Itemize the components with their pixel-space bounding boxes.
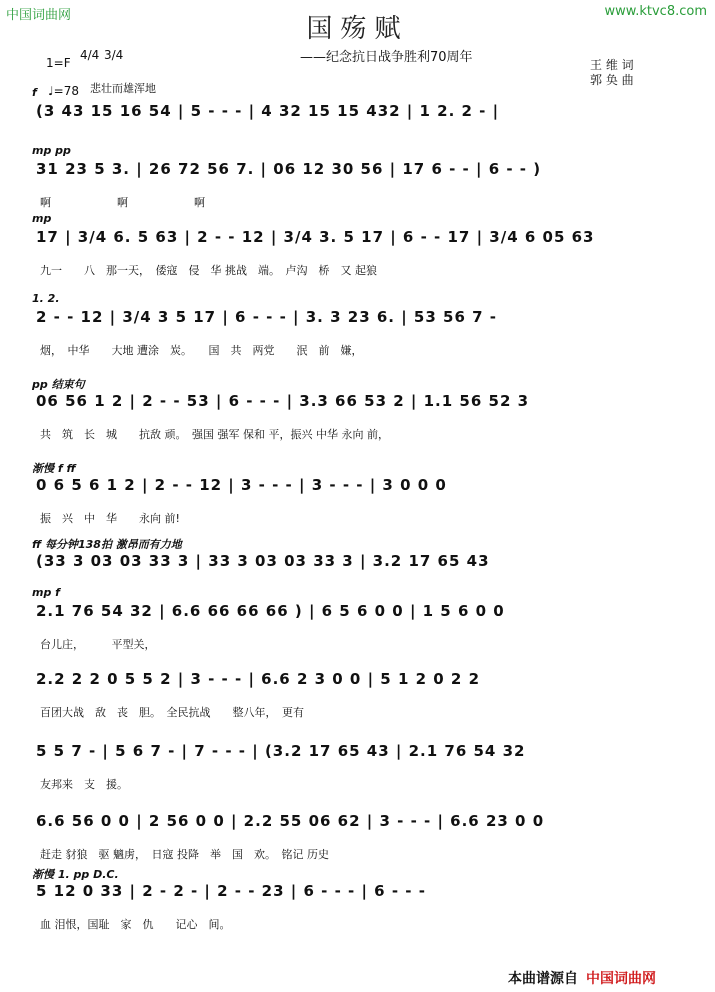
dynamic-marks: 渐慢 f ff: [32, 462, 76, 475]
song-title: 国殇赋: [306, 14, 409, 44]
song-subtitle: ——纪念抗日战争胜利70周年: [300, 50, 473, 65]
dynamic-marks: f: [32, 86, 37, 99]
lyric-line: 九一 八 那一天， 倭寇 侵 华 挑战 端。 卢沟 桥 又 起狼: [40, 264, 377, 277]
lyricist-credit: 王 维 词: [590, 58, 634, 72]
notation-line: 31 23 5 3. | 26 72 56 7. | 06 12 30 56 | 17 6 - - | 6 - - ): [36, 160, 542, 178]
source-label: 本曲谱源自: [508, 971, 578, 987]
dynamic-marks: pp 结束句: [32, 378, 85, 391]
time-signature-2: 3/4: [104, 48, 124, 62]
lyric-line: 啊 啊 啊: [40, 196, 205, 209]
notation-line: 0 6 5 6 1 2 | 2 - - 12 | 3 - - - | 3 - - - | 3 0 0 0: [36, 476, 447, 494]
composer-credit: 郭 奂 曲: [590, 73, 634, 87]
tempo-marking: ♩=78: [48, 84, 79, 98]
dynamic-marks: mp: [32, 212, 52, 225]
key-signature: 1=F: [46, 56, 71, 70]
notation-line: 2.2 2 2 0 5 5 2 | 3 - - - | 6.6 2 3 0 0 | 5 1 2 0 2 2: [36, 670, 481, 688]
time-signature-1: 4/4: [80, 48, 100, 62]
notation-line: 2 - - 12 | 3/4 3 5 17 | 6 - - - | 3. 3 23 6. | 53 56 7 -: [36, 308, 497, 326]
lyric-line: 台儿庄， 平型关，: [40, 638, 156, 651]
lyric-line: 烟， 中华 大地 遭涂 炭。 国 共 两党 泯 前 嫌，: [40, 344, 363, 357]
watermark-left: 中国词曲网: [6, 8, 72, 23]
dynamic-marks: mp pp: [32, 144, 71, 157]
dynamic-marks: 1. 2.: [32, 292, 60, 305]
notation-line: 2.1 76 54 32 | 6.6 66 66 66 ) | 6 5 6 0 0 | 1 5 6 0 0: [36, 602, 505, 620]
dynamic-marks: mp f: [32, 586, 60, 599]
notation-line: 17 | 3/4 6. 5 63 | 2 - - 12 | 3/4 3. 5 17 | 6 - - 17 | 3/4 6 05 63: [36, 228, 595, 246]
lyric-line: 赶走 豺狼 驱 魑虏， 日寇 投降 举 国 欢。 铭记 历史: [40, 848, 329, 861]
lyric-line: 振 兴 中 华 永向 前!: [40, 512, 180, 525]
source-site: 中国词曲网: [586, 971, 656, 987]
notation-line: 06 56 1 2 | 2 - - 53 | 6 - - - | 3.3 66 53 2 | 1.1 56 52 3: [36, 392, 530, 410]
notation-line: 5 12 0 33 | 2 - 2 - | 2 - - 23 | 6 - - - | 6 - - -: [36, 882, 426, 900]
notation-line: (33 3 03 03 33 3 | 33 3 03 03 33 3 | 3.2 17 65 43: [36, 552, 490, 570]
lyric-line: 友邦来 支 援。: [40, 778, 128, 791]
lyric-line: 百团大战 敌 丧 胆。 全民抗战 整八年， 更有: [40, 706, 304, 719]
notation-line: 6.6 56 0 0 | 2 56 0 0 | 2.2 55 06 62 | 3 - - - | 6.6 23 0 0: [36, 812, 545, 830]
expression-marking: 悲壮而雄浑地: [90, 82, 156, 95]
dynamic-marks: 渐慢 1. pp D.C.: [32, 868, 119, 881]
lyric-line: 血 泪恨，国耻 家 仇 记心 间。: [40, 918, 231, 931]
lyric-line: 共 筑 长 城 抗敌 顽。 强国 强军 保和 平，振兴 中华 永向 前，: [40, 428, 389, 441]
source-footer: [508, 968, 656, 988]
watermark-right: www.ktvc8.com: [604, 4, 707, 19]
notation-line: (3 43 15 16 54 | 5 - - - | 4 32 15 15 432 | 1 2. 2 - |: [36, 102, 500, 120]
dynamic-marks: ff 每分钟138拍 激昂而有力地: [32, 538, 182, 551]
notation-line: 5 5 7 - | 5 6 7 - | 7 - - - | (3.2 17 65 43 | 2.1 76 54 32: [36, 742, 526, 760]
